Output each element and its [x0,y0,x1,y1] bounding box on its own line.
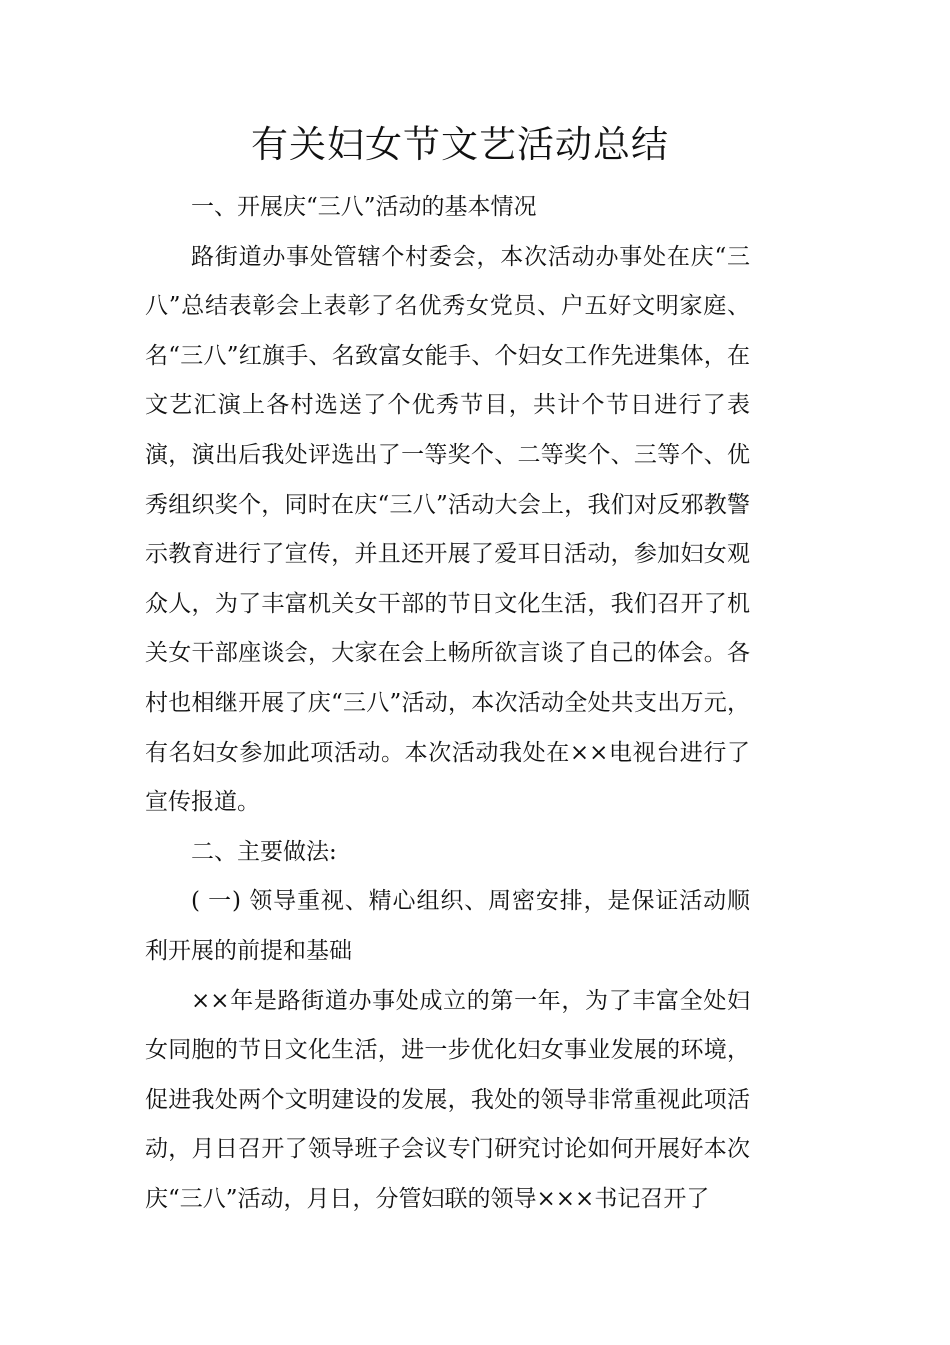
paragraph-basic-situation: 路街道办事处管辖个村委会，本次活动办事处在庆“三八”总结表彰会上表彰了名优秀女党员、户五好文明家庭、名“三八”红旗手、名致富女能手、个妇女工作先进集体，在文艺汇演上各村选送了个优秀节目，共计个节日进行了表演，演出后我处评选出了一等奖个、二等奖个、三等个、优秀组织奖个，同时在庆“三八”活动大会上，我们对反邪教警示教育进行了宣传，并且还开展了爱耳日活动，参加妇女观众人，为了丰富机关女干部的节日文化生活，我们召开了机关女干部座谈会，大家在会上畅所欲言谈了自己的体会。各村也相继开展了庆“三八”活动，本次活动全处共支出万元，有名妇女参加此项活动。本次活动我处在××电视台进行了宣传报道。 [145,243,750,816]
paragraph-leadership: ××年是路街道办事处成立的第一年，为了丰富全处妇女同胞的节日文化生活，进一步优化妇女事业发展的环境，促进我处两个文明建设的发展，我处的领导非常重视此项活动，月日召开了领导班子会议专门研究讨论如何开展好本次庆“三八”活动，月日，分管妇联的领导×××书记召开了 [145,987,750,1212]
subsection-heading-1: ( 一) 领导重视、精心组织、周密安排，是保证活动顺利开展的前提和基础 [145,888,750,964]
section-heading-1: 一、开展庆“三八”活动的基本情况 [191,194,537,220]
document-body [145,183,750,1224]
document-title: 有关妇女节文艺活动总结 [251,123,669,166]
section-heading-2: 二、主要做法: [191,838,337,865]
